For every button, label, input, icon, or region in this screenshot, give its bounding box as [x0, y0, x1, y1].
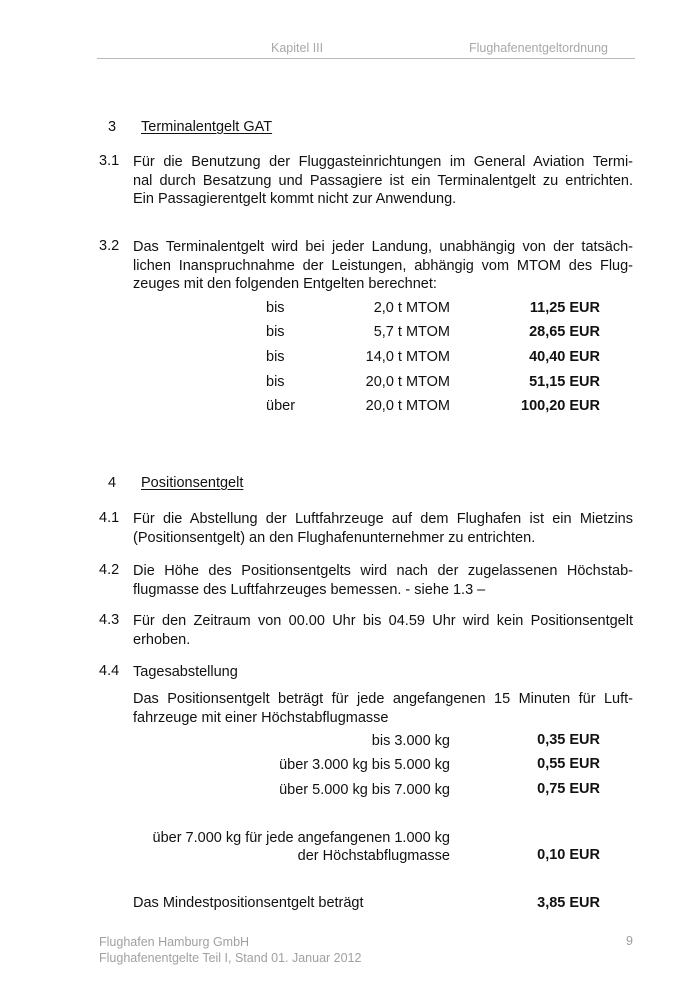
text-line: zeuges mit den folgenden Entgelten berechnet: [133, 276, 437, 292]
para-4-1-text [133, 510, 633, 547]
text-line: Das Positionsentgelt beträgt für jede angefangenen 15 Minuten für Luft- [133, 691, 633, 707]
para-4-1-number: 4.1 [99, 510, 120, 526]
text-line: (Positionsentgelt) an den Flughafenunternehmer zu entrichten. [133, 529, 536, 546]
fee-weight: 20,0 t MTOM [365, 398, 450, 414]
para-4-4-text [133, 690, 633, 727]
fee-amount: 40,40 EUR [529, 349, 600, 365]
para-4-2-number: 4.2 [99, 562, 120, 578]
section-4-number: 4 [108, 475, 117, 491]
section-3-number: 3 [108, 119, 117, 135]
text-line: Für den Zeitraum von 00.00 Uhr bis 04.59 Uhr wird kein Positionsentgelt [133, 613, 633, 629]
para-3-2-number: 3.2 [99, 238, 120, 254]
header-chapter: Kapitel III [271, 41, 324, 55]
fee-amount: 28,65 EUR [529, 324, 600, 340]
fee-qualifier: bis [266, 349, 285, 365]
para-4-3-number: 4.3 [99, 612, 120, 628]
section-4-title: Positionsentgelt [141, 475, 244, 491]
fee-amount: 11,25 EUR [529, 300, 600, 316]
text-line: Die Höhe des Positionsentgelts wird nach der zugelassenen Höchstab- [133, 563, 633, 579]
fee-weight-range: über 5.000 kg bis 7.000 kg [279, 782, 450, 798]
text-line: fahrzeuge mit einer Höchstabflugmasse [133, 709, 389, 726]
fee-amount: 100,20 EUR [521, 398, 600, 414]
fee-weight: 14,0 t MTOM [365, 349, 450, 365]
fee-qualifier: bis [266, 374, 285, 390]
fee-weight: 2,0 t MTOM [373, 300, 450, 316]
para-4-4-title: Tagesabstellung [133, 664, 238, 680]
text-line: Für die Abstellung der Luftfahrzeuge auf dem Flughafen ist ein Mietzins [133, 511, 633, 527]
para-3-1-text [133, 153, 633, 209]
section-3-title: Terminalentgelt GAT [141, 119, 273, 135]
text-line: Das Terminalentgelt wird bei jeder Landung, unabhängig von der tatsäch- [133, 239, 633, 255]
fee-amount: 0,55 EUR [537, 756, 600, 772]
text-line: flugmasse des Luftfahrzeuges bemessen. - siehe 1.3 – [133, 581, 486, 598]
fee-qualifier: über [266, 398, 296, 414]
text-line: nal durch Besatzung und Passagiere ist ein Terminalentgelt zu entrichten. [133, 172, 633, 189]
footer [99, 934, 361, 966]
para-3-1-number: 3.1 [99, 153, 120, 169]
fee-weight-range: über 3.000 kg bis 5.000 kg [279, 757, 450, 773]
footer-document: Flughafenentgelte Teil I, Stand 01. Januar 2012 [99, 951, 362, 965]
fee-amount: 0,75 EUR [537, 781, 600, 797]
text-line: erhoben. [133, 631, 191, 648]
footer-company: Flughafen Hamburg GmbH [99, 935, 250, 949]
fee-qualifier: bis [266, 324, 285, 340]
para-4-2-text [133, 562, 633, 599]
fee-weight-range: über 7.000 kg für jede angefangenen 1.000 kg [152, 830, 450, 846]
para-4-3-text [133, 612, 633, 649]
header-title: Flughafenentgeltordnung [468, 41, 608, 55]
minimum-fee-amount: 3,85 EUR [537, 895, 600, 911]
text-line: lichen Inanspruchnahme der Leistungen, abhängig vom MTOM des Flug- [133, 257, 633, 274]
fee-weight: 5,7 t MTOM [373, 324, 450, 340]
fee-weight-range: bis 3.000 kg [371, 733, 450, 749]
fee-qualifier: bis [266, 300, 285, 316]
minimum-fee-label: Das Mindestpositionsentgelt beträgt [133, 895, 364, 911]
header-rule [97, 58, 635, 59]
fee-amount: 51,15 EUR [529, 374, 600, 390]
fee-amount: 0,35 EUR [537, 732, 600, 748]
para-4-4-number: 4.4 [99, 663, 120, 679]
text-line: Für die Benutzung der Fluggasteinrichtungen im General Aviation Termi- [133, 154, 633, 170]
page-number: 9 [626, 934, 633, 948]
fee-weight-range: der Höchstabflugmasse [297, 848, 450, 864]
para-3-2-text [133, 238, 633, 294]
fee-weight: 20,0 t MTOM [365, 374, 450, 390]
text-line: Ein Passagierentgelt kommt nicht zur Anwendung. [133, 191, 457, 207]
fee-amount: 0,10 EUR [537, 847, 600, 863]
